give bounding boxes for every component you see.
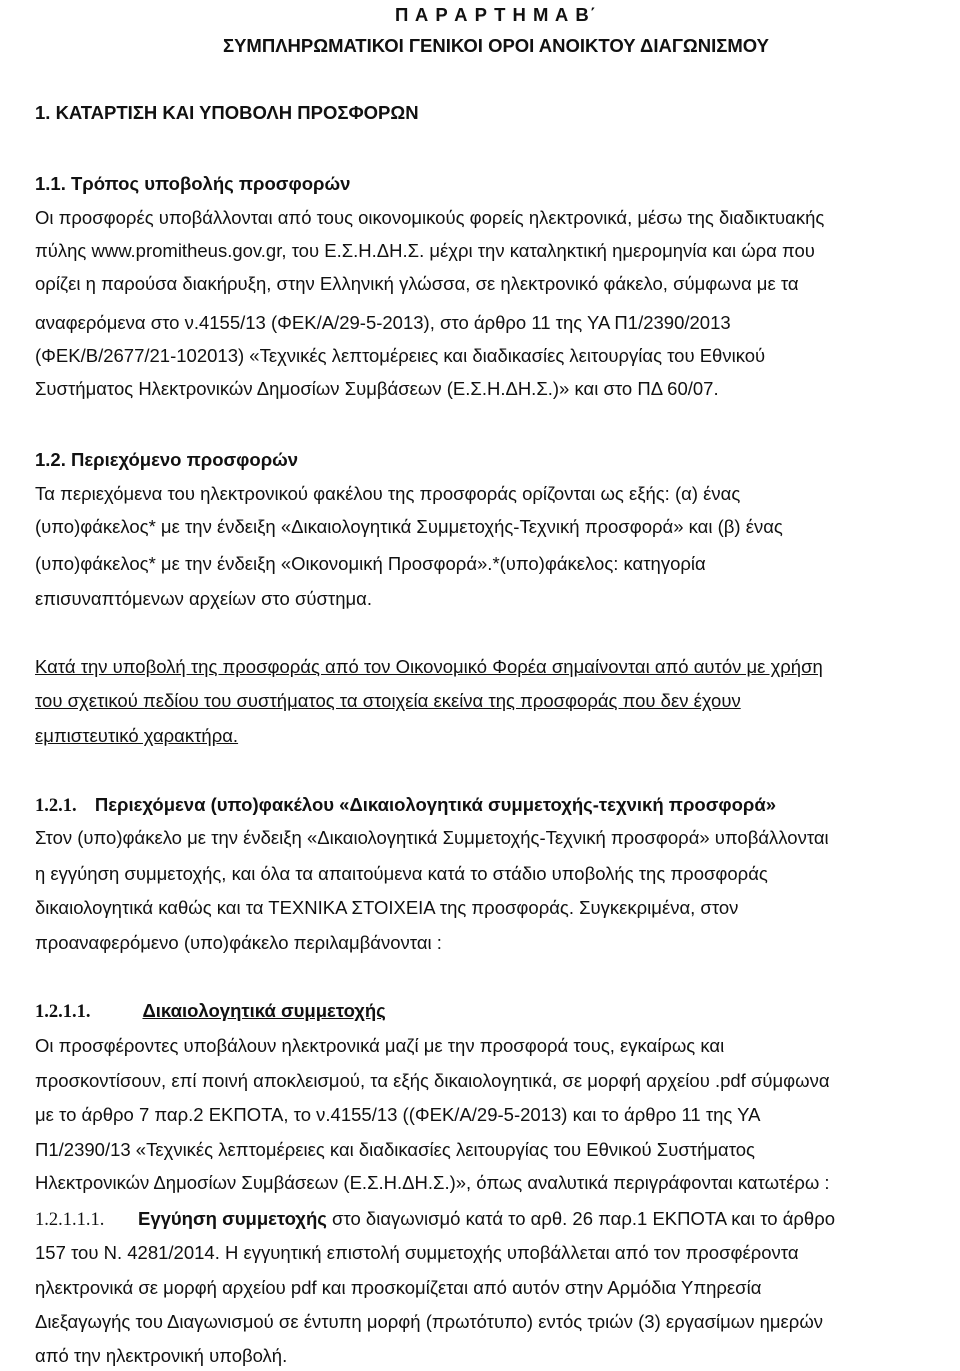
underlined-note-line: εμπιστευτικό χαρακτήρα. <box>35 725 239 746</box>
paragraph-line: δικαιολογητικά καθώς και τα ΤΕΧΝΙΚΑ ΣΤΟΙΧΕΙΑ της προσφοράς. Συγκεκριμένα, στον <box>35 897 739 918</box>
paragraph-line: πύλης www.promitheus.gov.gr, του Ε.Σ.Η.ΔΗ.Σ. μέχρι την καταληκτική ημερομηνία και ώρα που <box>35 240 815 261</box>
section-1-2-1-1-heading <box>35 1000 386 1023</box>
paragraph-line: Συστήματος Ηλεκτρονικών Δημοσίων Συμβάσεων (Ε.Σ.Η.ΔΗ.Σ.)» και στο ΠΔ 60/07. <box>35 378 719 399</box>
paragraph-line: Π1/2390/13 «Τεχνικές λεπτομέρειες και διαδικασίες λειτουργίας του Εθνικού Συστήματος <box>35 1139 755 1160</box>
paragraph-line: 157 του Ν. 4281/2014. Η εγγυητική επιστολή συμμετοχής υποβάλλεται από τον προσφέροντα <box>35 1242 799 1263</box>
section-title: Περιεχόμενα (υπο)φακέλου «Δικαιολογητικά συμμετοχής-τεχνική προσφορά» <box>94 794 777 815</box>
paragraph-line: Οι προσφορές υποβάλλονται από τους οικονομικούς φορείς ηλεκτρονικά, μέσω της διαδικτυακής <box>35 207 825 228</box>
underlined-note-line: Κατά την υποβολή της προσφοράς από τον Οικονομικό Φορέα σημαίνονται από αυτόν με χρήση <box>35 656 823 677</box>
paragraph-line: Ηλεκτρονικών Δημοσίων Συμβάσεων (Ε.Σ.Η.ΔΗ.Σ.)», όπως αναλυτικά περιγράφονται κατωτέρω : <box>35 1172 830 1193</box>
section-title: Δικαιολογητικά συμμετοχής <box>142 1000 386 1021</box>
paragraph-line: αναφερόμενα στο ν.4155/13 (ΦΕΚ/Α/29-5-2013), στο άρθρο 11 της ΥΑ Π1/2390/2013 <box>35 312 731 333</box>
paragraph-line: ορίζει η παρούσα διακήρυξη, στην Ελληνική γλώσσα, σε ηλεκτρονικό φάκελο, σύμφωνα με τα <box>35 273 799 294</box>
appendix-subtitle: ΣΥΜΠΛΗΡΩΜΑΤΙΚΟΙ ΓΕΝΙΚΟΙ ΟΡΟΙ ΑΝΟΙΚΤΟΥ ΔΙΑΓΩΝΙΣΜΟΥ <box>222 35 769 56</box>
section-1-2-heading: 1.2. Περιεχόμενο προσφορών <box>35 449 299 470</box>
paragraph-line: Τα περιεχόμενα του ηλεκτρονικού φακέλου της προσφοράς ορίζονται ως εξής: (α) ένας <box>35 483 741 504</box>
paragraph-line: η εγγύηση συμμετοχής, και όλα τα απαιτούμενα κατά το στάδιο υποβολής της προσφοράς <box>35 863 768 884</box>
section-1-1-heading: 1.1. Τρόπος υποβολής προσφορών <box>35 173 351 194</box>
subsection-1-2-1-1-1-line <box>35 1208 835 1231</box>
paragraph-line: Στον (υπο)φάκελο με την ένδειξη «Δικαιολογητικά Συμμετοχής-Τεχνική προσφορά» υποβάλλονται <box>35 827 829 848</box>
paragraph-line: Διεξαγωγής του Διαγωνισμού σε έντυπη μορφή (πρωτότυπο) εντός τριών (3) εργασίμων ημερών <box>35 1311 824 1332</box>
section-1-heading: 1. ΚΑΤΑΡΤΙΣΗ ΚΑΙ ΥΠΟΒΟΛΗ ΠΡΟΣΦΟΡΩΝ <box>35 102 419 123</box>
section-number: 1.2.1. <box>35 796 77 816</box>
section-number: 1.2.1.1. <box>35 1002 91 1022</box>
paragraph-line: με το άρθρο 7 παρ.2 ΕΚΠΟΤΑ, το ν.4155/13 ((ΦΕΚ/Α/29-5-2013) και το άρθρο 11 της ΥΑ <box>35 1104 761 1125</box>
paragraph-line: προσκοντίσουν, επί ποινή αποκλεισμού, τα εξής δικαιολογητικά, σε μορφή αρχείου .pdf σύμφωνα <box>35 1070 830 1091</box>
section-number: 1.2.1.1.1. <box>35 1210 105 1230</box>
section-1-2-1-heading <box>35 794 776 817</box>
paragraph-line: επισυναπτόμενων αρχείων στο σύστημα. <box>35 588 373 609</box>
appendix-title: Π Α Ρ Α Ρ Τ Η Μ Α Β΄ <box>395 4 597 25</box>
paragraph-line: (υπο)φάκελος* με την ένδειξη «Οικονομική Προσφορά».*(υπο)φάκελος: κατηγορία <box>35 553 706 574</box>
underlined-note-line: του σχετικού πεδίου του συστήματος τα στοιχεία εκείνα της προσφοράς που δεν έχουν <box>35 690 741 711</box>
paragraph-line: από την ηλεκτρονική υποβολή. <box>35 1345 288 1366</box>
subsection-title: Εγγύηση συμμετοχής <box>138 1208 327 1229</box>
paragraph-line: (ΦΕΚ/Β/2677/21-102013) «Τεχνικές λεπτομέρειες και διαδικασίες λειτουργίας του Εθνικού <box>35 345 766 366</box>
paragraph-line: προαναφερόμενο (υπο)φάκελο περιλαμβάνονται : <box>35 932 442 953</box>
paragraph-line: (υπο)φάκελος* με την ένδειξη «Δικαιολογητικά Συμμετοχής-Τεχνική προσφορά» και (β) ένας <box>35 516 783 537</box>
paragraph-line: Οι προσφέροντες υποβάλουν ηλεκτρονικά μαζί με την προσφορά τους, εγκαίρως και <box>35 1035 725 1056</box>
subsection-text: στο διαγωνισμό κατά το αρθ. 26 παρ.1 ΕΚΠΟΤΑ και το άρθρο <box>326 1208 836 1229</box>
paragraph-line: ηλεκτρονικά σε μορφή αρχείου pdf και προσκομίζεται από αυτόν στην Αρμόδια Υπηρεσία <box>35 1277 762 1298</box>
